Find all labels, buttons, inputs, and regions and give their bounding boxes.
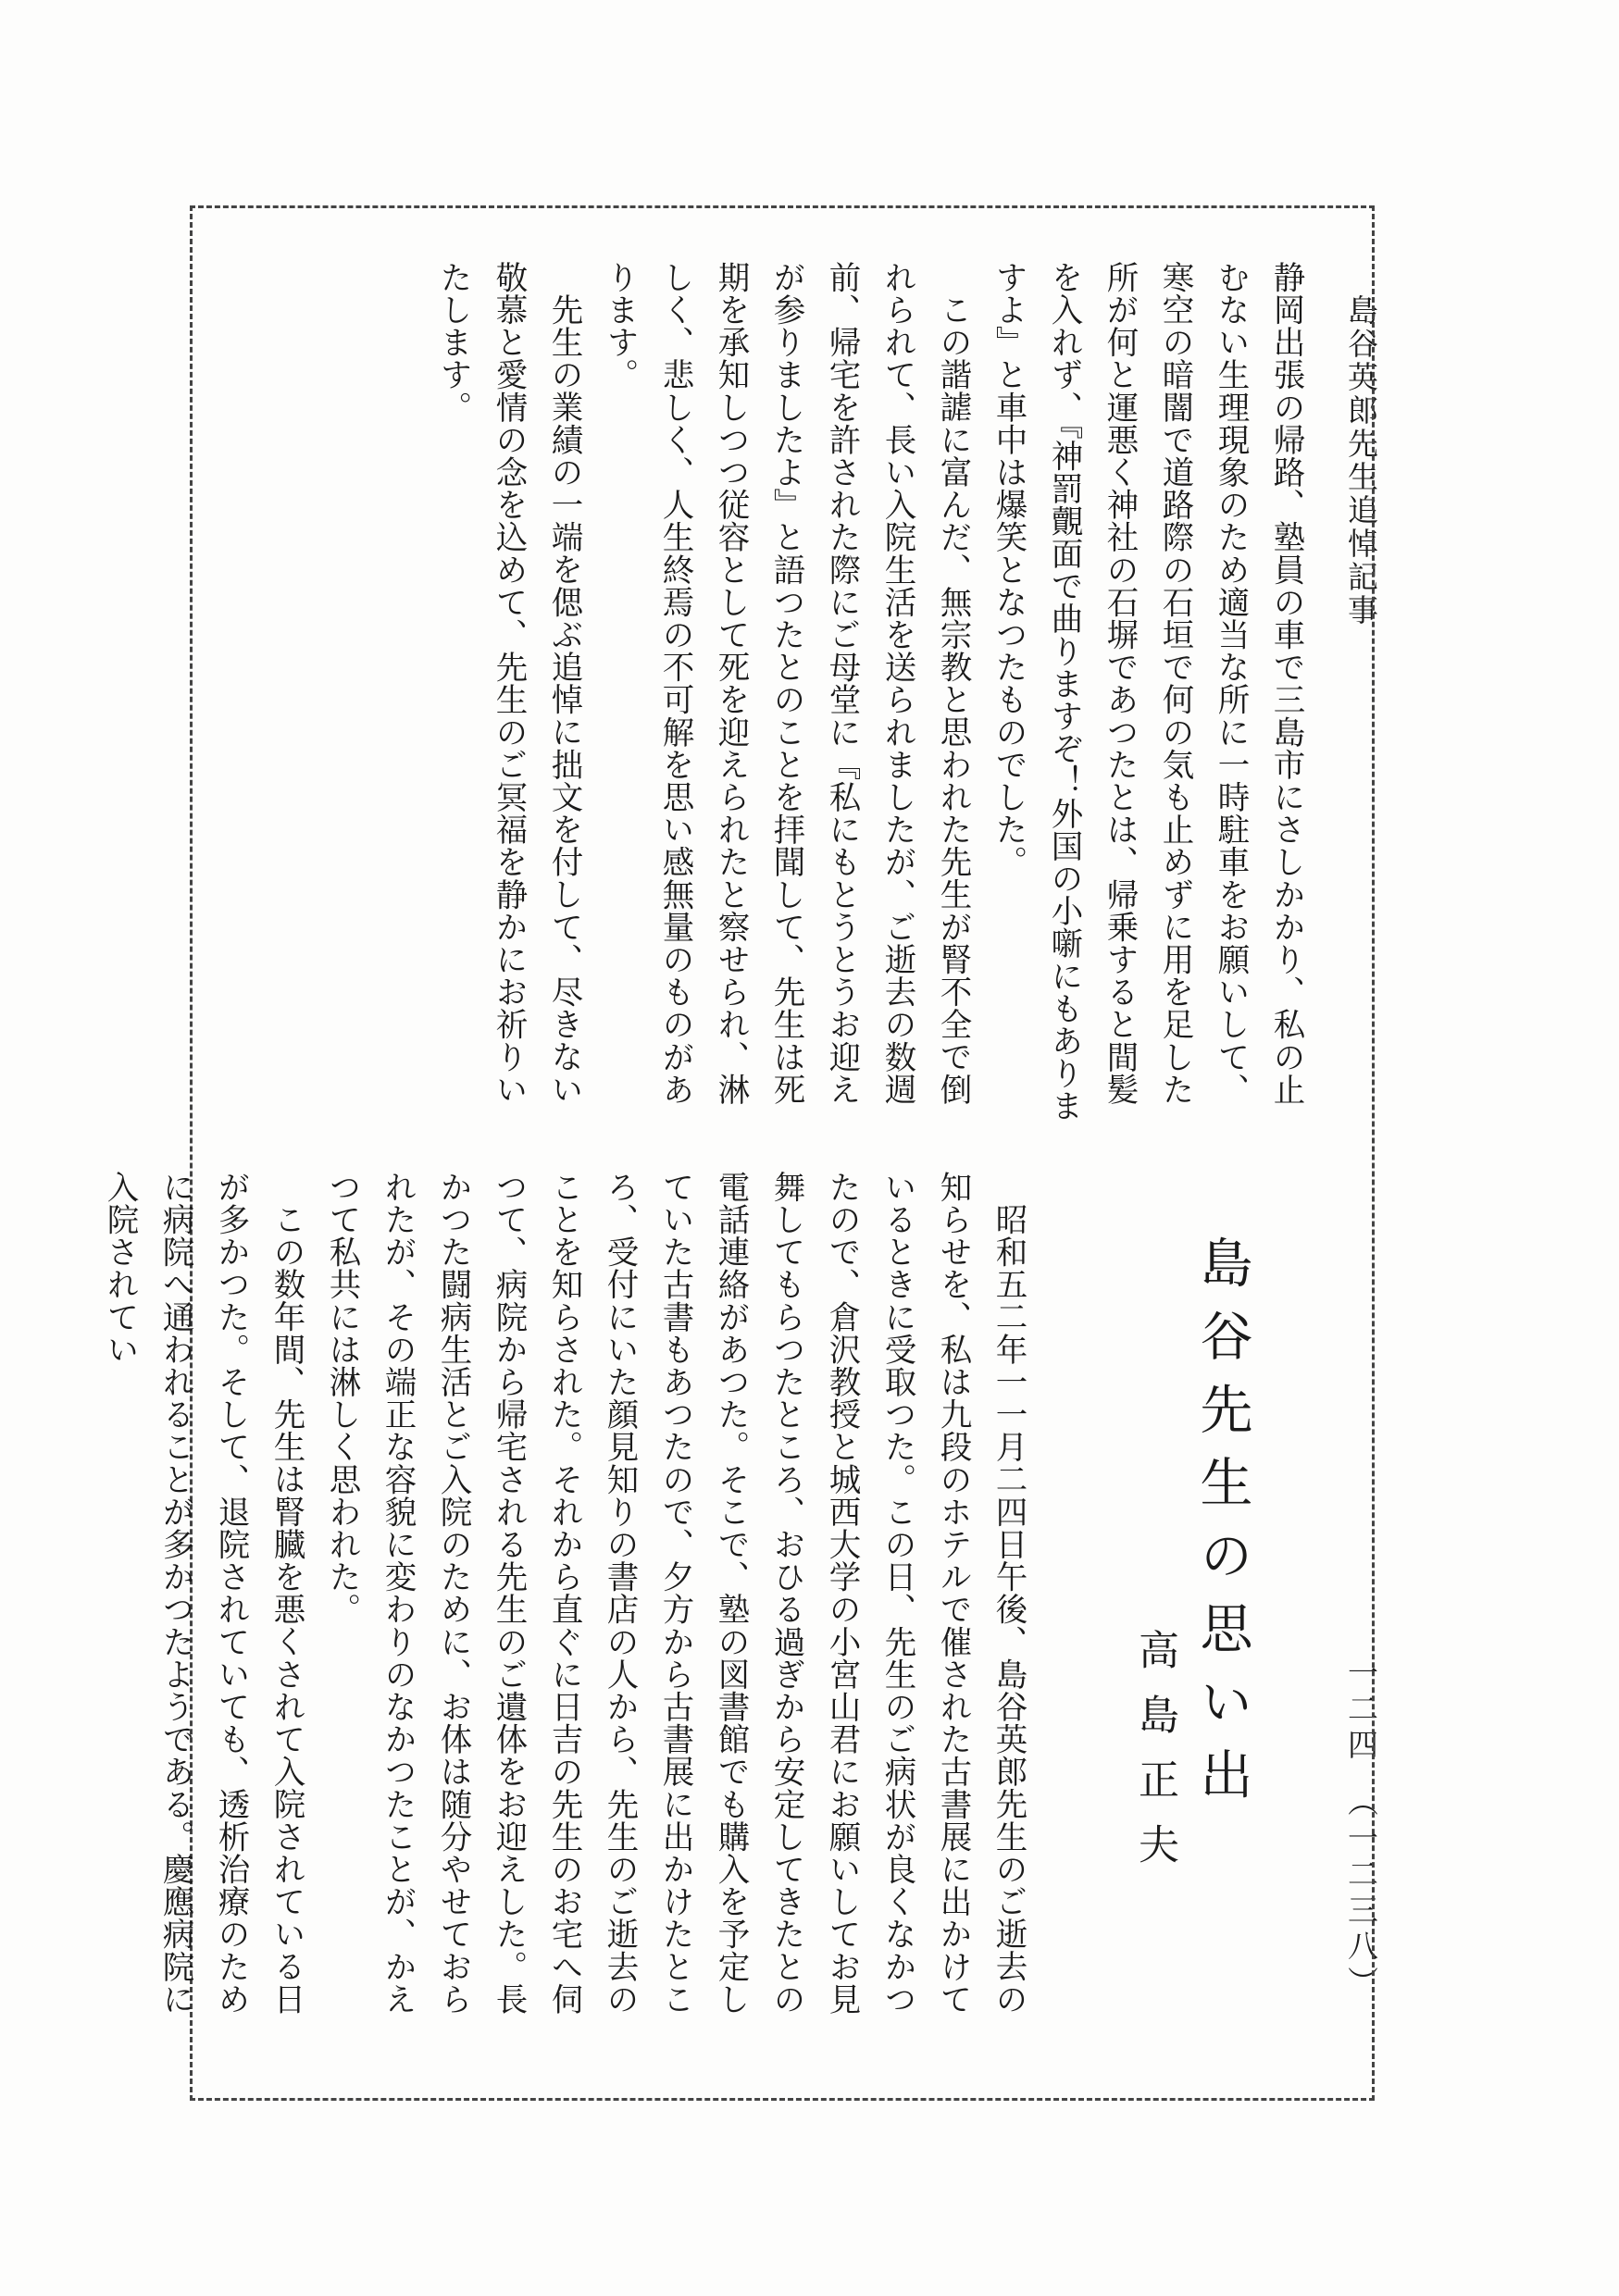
- lower-paragraph-2: この数年間、先生は腎臓を悪くされて入院されている日が多かつた。そして、退院されていても、透析治療のために病院へ通われることが多かつたようである。慶應病院に入院されてい: [101, 1171, 305, 2016]
- page-number: 一二四 （一二三八）: [1343, 1657, 1379, 2003]
- running-header: 島谷英郎先生追悼記事: [1343, 294, 1379, 627]
- upper-paragraph-1: 静岡出張の帰路、塾員の車で三島市にさしかかり、私の止むない生理現象のため適当な所に一時駐車をお願いして、寒空の暗闇で道路際の石垣で何の気も止めずに用を足した所が何と運悪く神社の石塀であつたとは、帰乗すると間髪を入れず、『神罰覿面で曲りますぞ！外国の小噺にもありますよ』と車中は爆笑となつたものでした。: [990, 261, 1304, 1123]
- upper-paragraph-2: この諧謔に富んだ、無宗教と思われた先生が腎不全で倒れられて、長い入院生活を送られましたが、ご逝去の数週前、帰宅を許された際にご母堂に『私にもとうとうお迎えが参りましたよ』と語つたとのことを拝聞して、先生は死期を承知しつつ従容として死を迎えられたと察せられ、淋しく、悲しく、人生終焉の不可解を思い感無量のものがあります。: [601, 261, 971, 1106]
- upper-paragraph-3: 先生の業績の一端を偲ぶ追悼に拙文を付して、尽きない敬慕と愛情の念を込めて、先生のご冥福を静かにお祈りいたします。: [434, 261, 582, 1106]
- article-title: 島谷先生の思い出: [1191, 1235, 1252, 1820]
- author-name: 高島正夫: [1131, 1629, 1178, 1888]
- lower-paragraph-1: 昭和五二年一一月二四日午後、島谷英郎先生のご逝去の知らせを、私は九段のホテルで催された古書展に出かけているときに受取つた。この日、先生のご病状が良くなかつたので、倉沢教授と城西大学の小宮山君にお願いしてお見舞してもらつたところ、おひる過ぎから安定してきたとの電話連絡があつた。そこで、塾の図書館でも購入を予定していた古書もあつたので、夕方から古書展に出かけたところ、受付にいた顔見知りの書店の人から、先生のご逝去のことを知らされた。それから直ぐに日吉の先生のお宅へ伺つて、病院から帰宅される先生のご遺体をお迎えした。長かつた闘病生活とご入院のために、お体は随分やせておられたが、その端正な容貌に変わりのなかつたことが、かえつて私共には淋しく思われた。: [323, 1171, 1027, 2016]
- memorial-text-upper: [425, 261, 1314, 1133]
- memorial-text-lower: [92, 1171, 1036, 2042]
